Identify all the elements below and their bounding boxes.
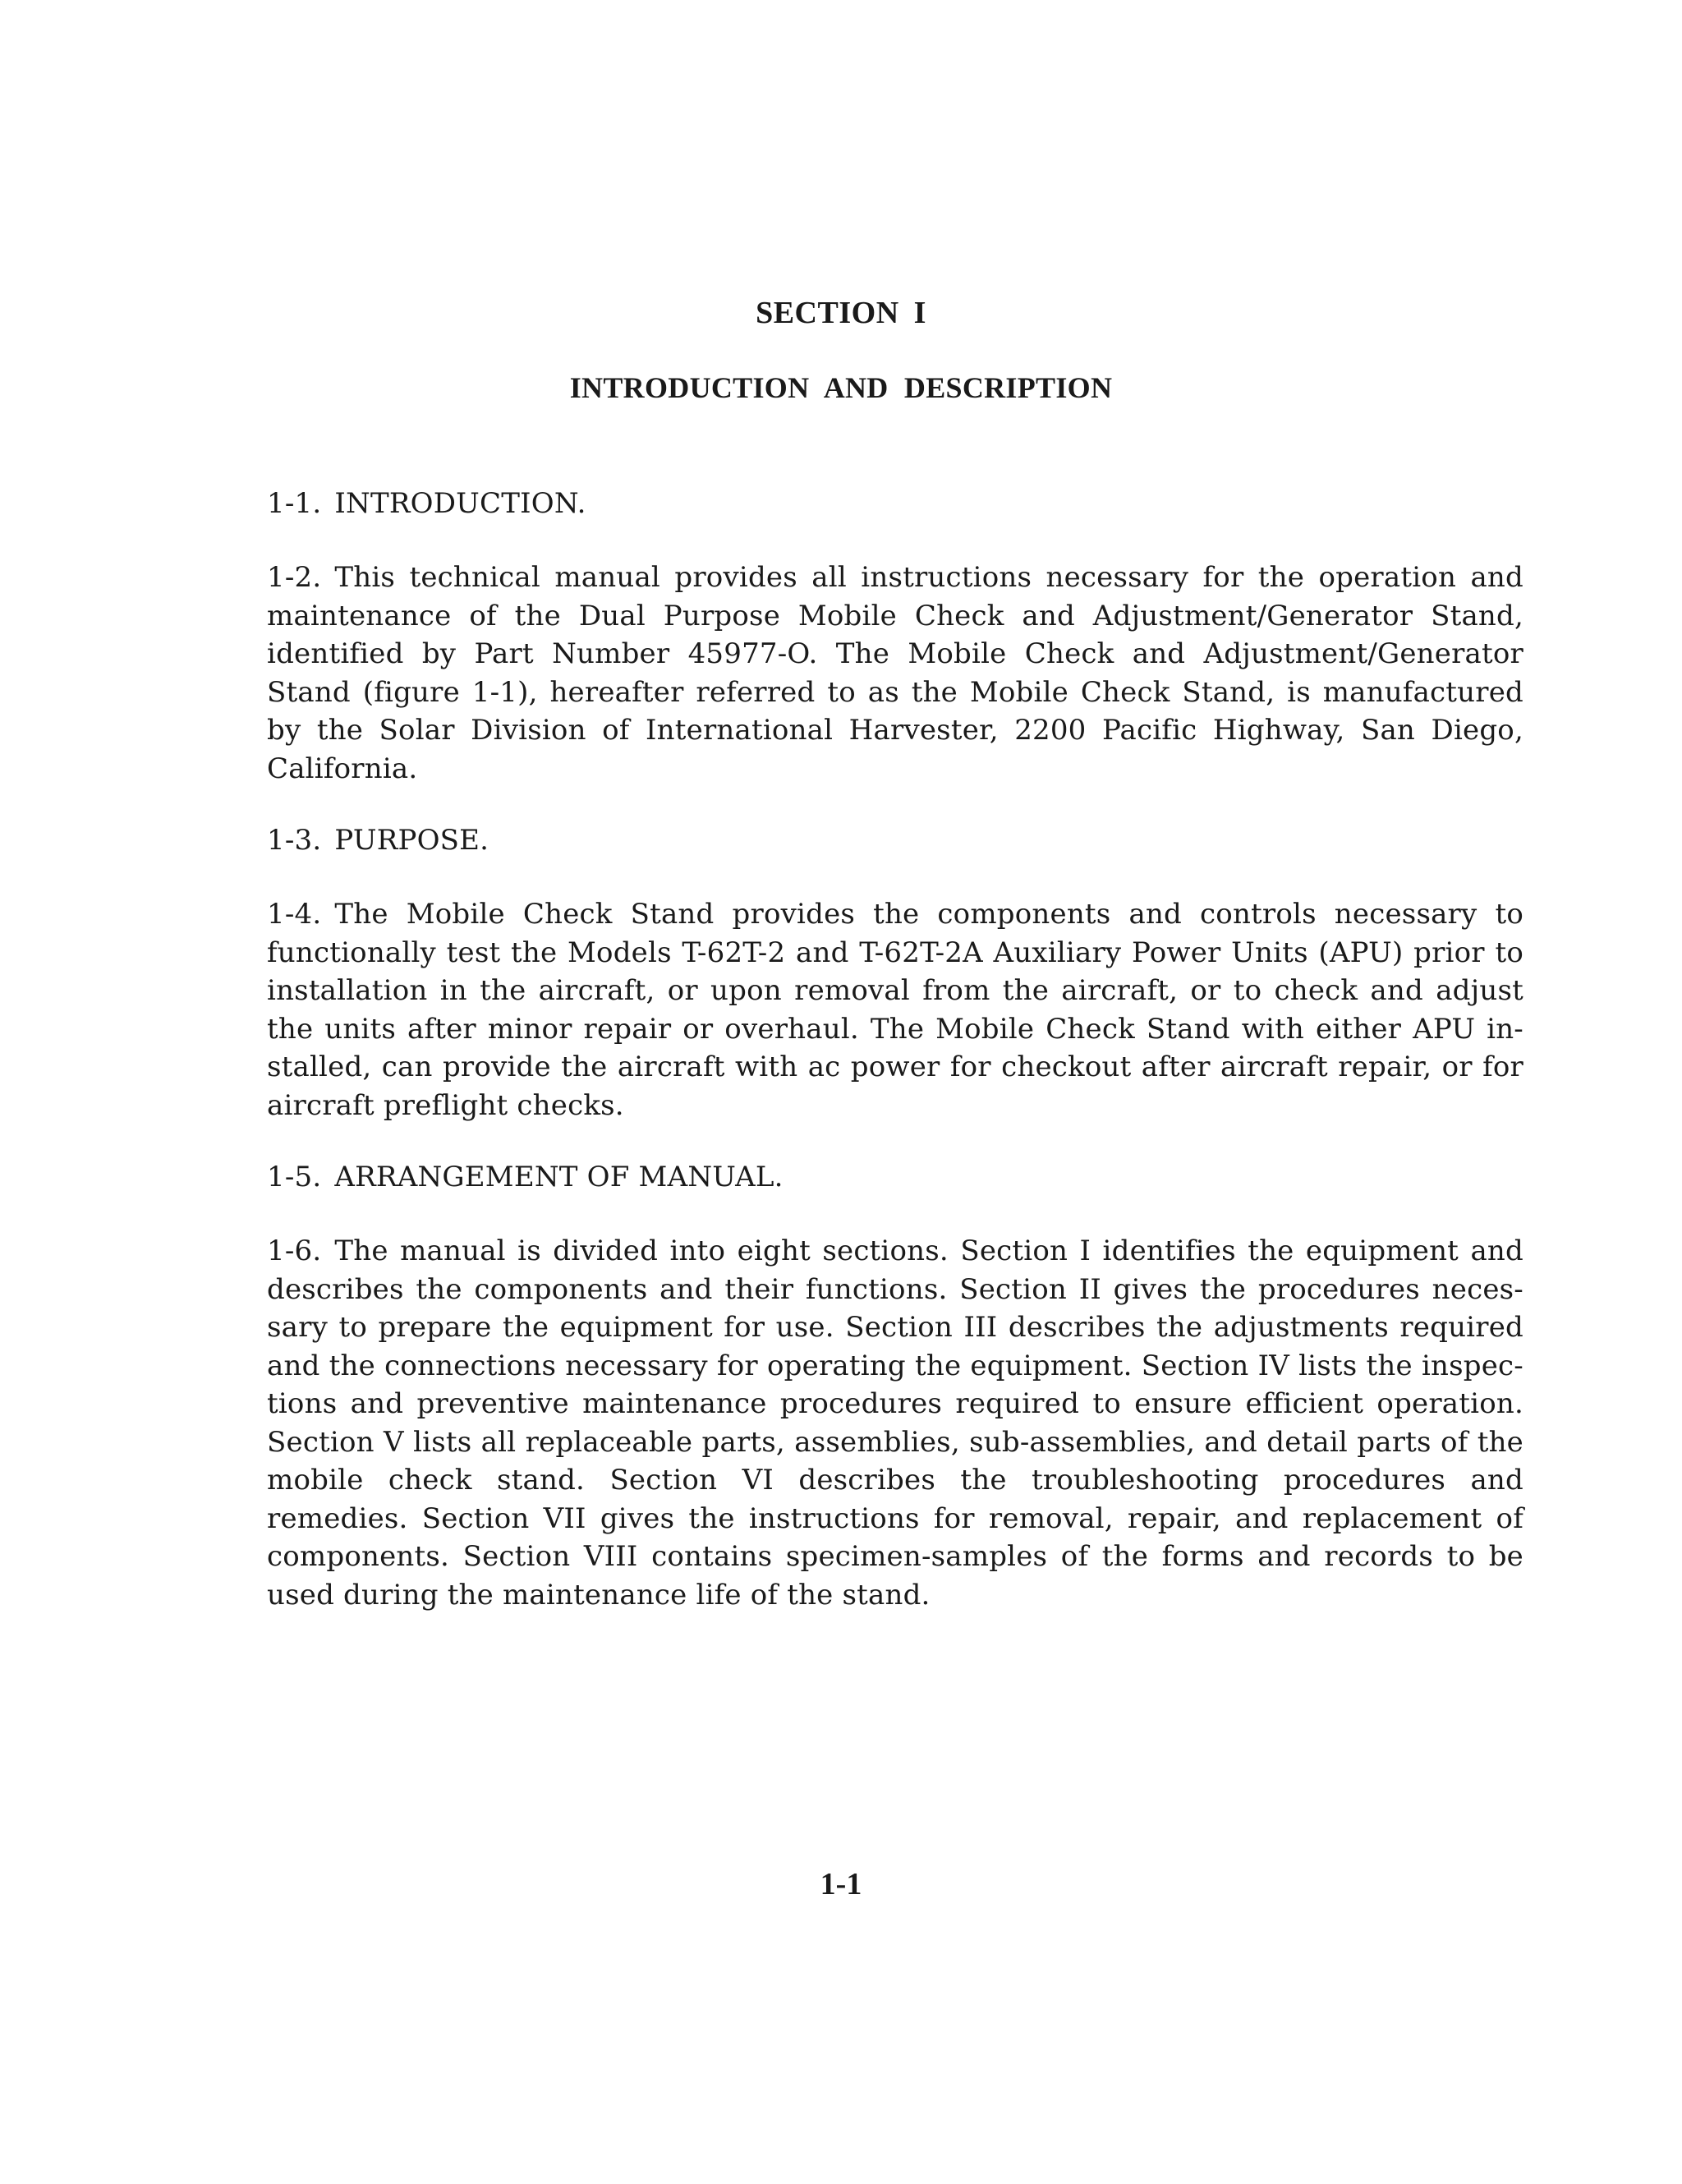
heading-arrangement-of-manual bbox=[267, 1158, 1523, 1196]
paragraph-number: 1-1. bbox=[267, 487, 322, 520]
heading-text: ARRANGEMENT OF MANUAL. bbox=[334, 1161, 784, 1193]
paragraph-text: The Mobile Check Stand provides the components and controls necessary to functionally test the Models T-62T-2 and T-62T-2A Auxiliary Power Units (APU) prior to installation in the aircraft, or upon removal from the aircraft, or to check and adjust the units after minor repair or overhaul. The Mobile Check Stand with either APU in-stalled, can provide the aircraft with ac power for checkout after aircraft repair, or for aircraft preflight checks. bbox=[267, 898, 1523, 1122]
section-subtitle: INTRODUCTION AND DESCRIPTION bbox=[569, 371, 1113, 404]
section-title: SECTION I bbox=[756, 296, 926, 330]
heading-text: INTRODUCTION. bbox=[334, 487, 586, 520]
page-number: 1-1 bbox=[820, 1867, 862, 1901]
heading-introduction bbox=[267, 485, 1523, 522]
paragraph-number: 1-2. bbox=[267, 561, 322, 594]
heading-text: PURPOSE. bbox=[334, 824, 489, 857]
paragraph-1-6 bbox=[267, 1232, 1523, 1614]
paragraph-number: 1-4. bbox=[267, 898, 322, 931]
paragraph-1-2 bbox=[267, 559, 1523, 788]
paragraph-number: 1-6. bbox=[267, 1235, 322, 1267]
heading-purpose bbox=[267, 821, 1523, 859]
paragraph-text: The manual is divided into eight sections. Section I identifies the equipment and describes the components and their functions. Section II gives the procedures neces-sary to prepare the equipment for use. Section III describes the adjustments required and the connections necessary for operating the equipment. Section IV lists the inspec-tions and preventive maintenance procedures required to ensure efficient operation. Section V lists all replaceable parts, assemblies, sub-assemblies, and detail parts of the mobile check stand. Section VI describes the troubleshooting procedures and remedies. Section VII gives the instructions for removal, repair, and replacement of components. Section VIII contains specimen-samples of the forms and records to be used during the maintenance life of the stand. bbox=[267, 1235, 1523, 1612]
paragraph-number: 1-5. bbox=[267, 1161, 322, 1193]
paragraph-number: 1-3. bbox=[267, 824, 322, 857]
paragraph-1-4 bbox=[267, 895, 1523, 1124]
paragraph-text: This technical manual provides all instructions necessary for the operation and maintenance of the Dual Purpose Mobile Check and Adjustment/Generator Stand, identified by Part Number 45977-O. The Mobile Check and Adjustment/Generator Stand (figure 1-1), hereafter referred to as the Mobile Check Stand, is manufactured by the Solar Division of International Harvester, 2200 Pacific Highway, San Diego, California. bbox=[267, 561, 1523, 785]
